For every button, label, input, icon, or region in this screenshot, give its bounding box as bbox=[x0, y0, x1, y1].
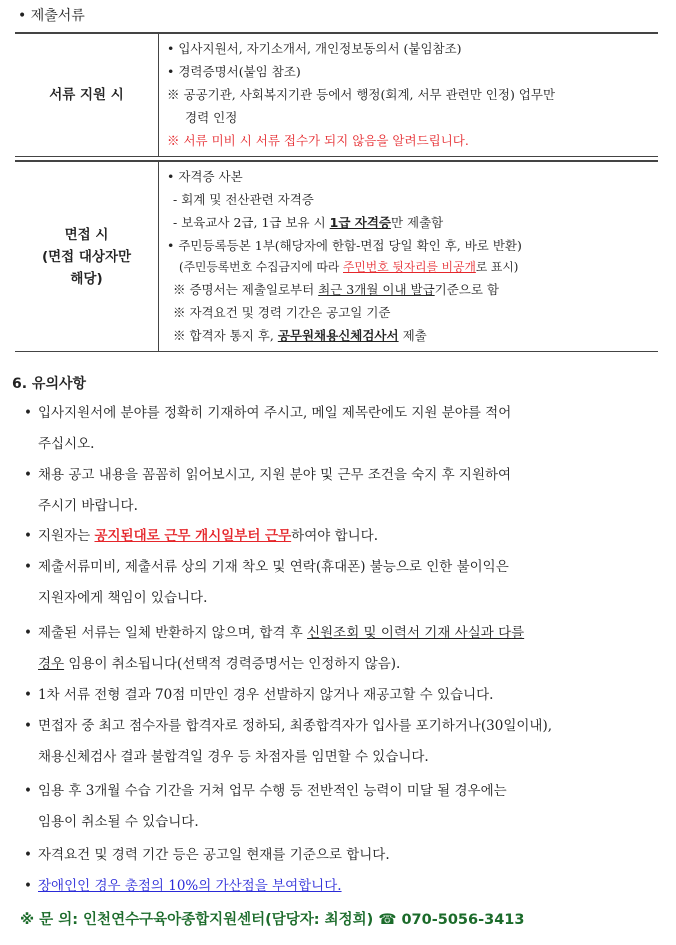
doc-line: • 경력증명서(붙임 참조) bbox=[167, 64, 301, 79]
doc-line: - 회계 및 전산관련 자격증 bbox=[173, 192, 314, 207]
list-item: • 임용 후 3개월 수습 기간을 거쳐 업무 수행 등 전반적인 능력이 미달 될 경우에는 임용이 취소될 수 있습니다. bbox=[24, 783, 507, 830]
emphasis-text: 최근 3개월 이내 발급 bbox=[318, 282, 435, 297]
documents-table-application bbox=[15, 32, 658, 157]
section-heading-documents: • 제출서류 bbox=[18, 8, 85, 24]
doc-line: - 보육교사 2급, 1급 보유 시 1급 자격증만 제출함 bbox=[173, 215, 444, 230]
list-item: • 제출서류미비, 제출서류 상의 기재 착오 및 연락(휴대폰) 불능으로 인한 불이익은 지원자에게 책임이 있습니다. bbox=[24, 559, 509, 606]
label-line: (면접 대상자만 bbox=[41, 248, 132, 265]
list-item: • 제출된 서류는 일체 반환하지 않으며, 합격 후 신원조회 및 이력서 기재 사실과 다를 경우 임용이 취소됩니다(선택적 경력증명서는 인정하지 않음). bbox=[24, 625, 525, 672]
doc-line: • 자격증 사본 bbox=[167, 169, 243, 184]
table-label-application: 서류 지원 시 bbox=[15, 33, 159, 157]
doc-line: ※ 합격자 통지 후, 공무원채용신체검사서 제출 bbox=[173, 328, 427, 343]
doc-line: ※ 증명서는 제출일로부터 최근 3개월 이내 발급기준으로 함 bbox=[173, 282, 500, 297]
contact-info: ※ 문 의: 인천연수구육아종합지원센터(담당자: 최정희) ☎ 070-5056-3413 bbox=[20, 912, 525, 928]
emphasis-text: 1급 자격증 bbox=[329, 215, 391, 230]
list-item: • 면접자 중 최고 점수자를 합격자로 정하되, 최종합격자가 입사를 포기하거나(30일이내), 채용신체검사 결과 불합격일 경우 등 차점자를 임면할 수 있습니다. bbox=[24, 718, 553, 765]
emphasis-text: 공지된대로 근무 개시일부터 근무 bbox=[94, 528, 292, 544]
doc-line: • 주민등록등본 1부(해당자에 한함-면접 당일 확인 후, 바로 반환) bbox=[167, 238, 522, 253]
emphasis-text: 신원조회 및 이력서 기재 사실과 다를 bbox=[307, 625, 525, 641]
doc-warning-line: ※ 서류 미비 시 서류 접수가 되지 않음을 알려드립니다. bbox=[167, 133, 469, 148]
doc-line: ※ 공공기관, 사회복지기관 등에서 행정(회계, 서무 관련만 인정) 업무만 bbox=[167, 87, 556, 102]
list-item: • 1차 서류 전형 결과 70점 미만인 경우 선발하지 않거나 재공고할 수 있습니다. bbox=[24, 687, 494, 703]
doc-line: 경력 인정 bbox=[185, 110, 238, 125]
list-item: • 채용 공고 내용을 꼼꼼히 읽어보시고, 지원 분야 및 근무 조건을 숙지 후 지원하여 주시기 바랍니다. bbox=[24, 467, 512, 514]
list-item: • 지원자는 공지된대로 근무 개시일부터 근무하여야 합니다. bbox=[24, 528, 378, 544]
table-content-application bbox=[159, 33, 659, 157]
notes-heading: 6. 유의사항 bbox=[12, 376, 87, 392]
list-item: • 입사지원서에 분야를 정확히 기재하여 주시고, 메일 제목란에도 지원 분야를 적어 주십시오. bbox=[24, 405, 512, 452]
documents-table-interview bbox=[15, 160, 658, 352]
label-line: 해당) bbox=[70, 270, 103, 287]
label-line: 면접 시 bbox=[64, 226, 109, 243]
doc-line: (주민등록번호 수집금지에 따라 주민번호 뒷자리를 비공개로 표시) bbox=[179, 260, 519, 274]
doc-line: ※ 자격요건 및 경력 기간은 공고일 기준 bbox=[173, 305, 391, 320]
table-content-interview bbox=[159, 161, 659, 352]
list-item: • 장애인인 경우 총점의 10%의 가산점을 부여합니다. bbox=[24, 878, 342, 894]
emphasis-text: 주민번호 뒷자리를 비공개 bbox=[343, 260, 476, 274]
list-item: • 자격요건 및 경력 기간 등은 공고일 현재를 기준으로 합니다. bbox=[24, 847, 390, 863]
emphasis-text: 공무원채용신체검사서 bbox=[277, 328, 399, 343]
doc-line: • 입사지원서, 자기소개서, 개인정보동의서 (붙임참조) bbox=[167, 41, 462, 56]
table-label-interview bbox=[15, 161, 159, 352]
emphasis-text: 장애인인 경우 총점의 10%의 가산점을 부여합니다. bbox=[38, 878, 342, 894]
